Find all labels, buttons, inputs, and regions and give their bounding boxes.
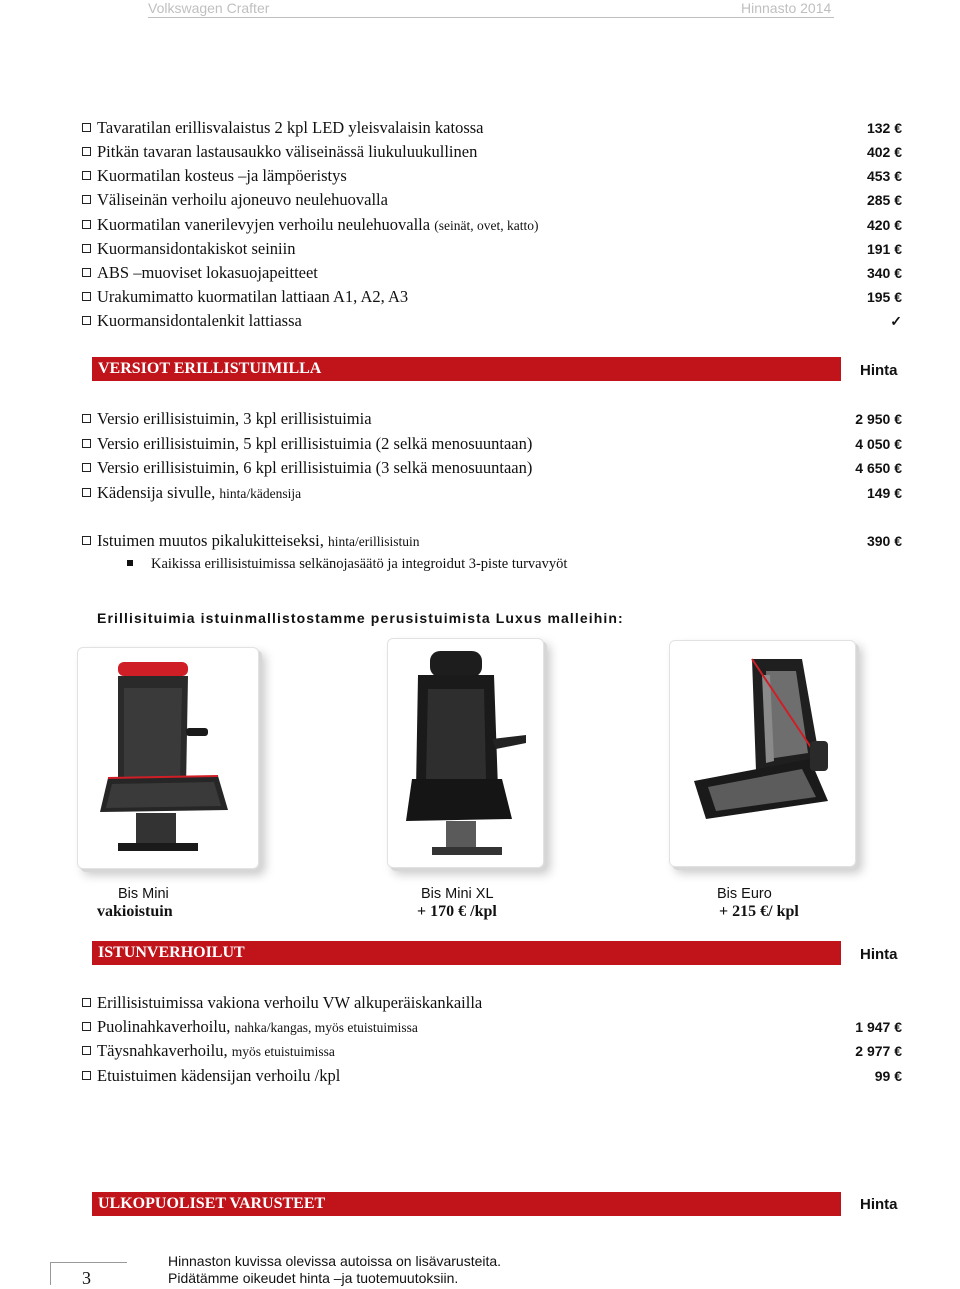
price: 132 € — [866, 120, 902, 136]
option-row: Urakumimatto kuormatilan lattiaan A1, A2, A3 195 € — [82, 286, 902, 308]
price: 285 € — [866, 192, 902, 208]
seat-price: + 170 € /kpl — [417, 903, 497, 920]
seat-name: Bis Mini XL — [421, 886, 494, 902]
option-row: Väliseinän verhoilu ajoneuvo neulehuovalla 285 € — [82, 189, 902, 211]
checkbox[interactable] — [82, 244, 91, 253]
price: 390 € — [866, 533, 902, 549]
bullet-note: Kaikissa erillisistuimissa selkänojasäätö ja integroidut 3-piste turvavyöt — [127, 555, 567, 573]
option-row: Kuormatilan kosteus –ja lämpöeristys 453 € — [82, 165, 902, 187]
seat-name: Bis Mini — [118, 886, 169, 902]
header-right: Hinnasto 2014 — [741, 0, 832, 16]
option-row: Kuormansidontakiskot seiniin 191 € — [82, 238, 902, 260]
price: 453 € — [866, 168, 902, 184]
seat-price: + 215 €/ kpl — [719, 903, 799, 920]
quick-lock-row: Istuimen muutos pikalukitteiseksi, hinta/erillisistuin 390 € — [82, 530, 902, 552]
upholstery-row: Puolinahkaverhoilu, nahka/kangas, myös etuistuimissa 1 947 € — [82, 1016, 902, 1038]
hinta-label: Hinta — [860, 1196, 898, 1213]
checkmark-icon: ✓ — [890, 313, 902, 329]
checkbox[interactable] — [82, 998, 91, 1007]
option-row: Kuormansidontalenkit lattiassa ✓ — [82, 310, 902, 332]
option-row: Tavaratilan erillisvalaistus 2 kpl LED yleisvalaisin katossa 132 € — [82, 117, 902, 139]
version-row: Versio erillisistuimin, 5 kpl erillisistuimia (2 selkä menosuuntaan) 4 050 € — [82, 433, 902, 455]
square-bullet-icon — [127, 560, 133, 566]
seat-image-bis-mini-xl — [387, 638, 544, 868]
price: 402 € — [866, 144, 902, 160]
seat-icon — [670, 641, 855, 866]
header-left: Volkswagen Crafter — [148, 0, 270, 16]
price: 340 € — [866, 265, 902, 281]
checkbox[interactable] — [82, 292, 91, 301]
seat-icon — [388, 639, 543, 867]
upholstery-row: Täysnahkaverhoilu, myös etuistuimissa 2 977 € — [82, 1040, 902, 1062]
checkbox[interactable] — [82, 171, 91, 180]
price: 99 € — [874, 1068, 902, 1084]
checkbox[interactable] — [82, 268, 91, 277]
checkbox[interactable] — [82, 316, 91, 325]
price: 2 950 € — [855, 411, 902, 427]
checkbox[interactable] — [82, 147, 91, 156]
seat-image-bis-mini — [77, 647, 259, 869]
price: 1 947 € — [855, 1019, 902, 1035]
price: 4 050 € — [855, 436, 902, 452]
seat-icon — [78, 648, 258, 868]
footer-note: Hinnaston kuvissa olevissa autoissa on lisävarusteita. — [168, 1253, 502, 1269]
checkbox[interactable] — [82, 1071, 91, 1080]
checkbox[interactable] — [82, 488, 91, 497]
seat-name: Bis Euro — [717, 886, 772, 902]
version-row: Kädensija sivulle, hinta/kädensija 149 € — [82, 482, 902, 504]
checkbox[interactable] — [82, 1046, 91, 1055]
price: 4 650 € — [855, 460, 902, 476]
price: 2 977 € — [855, 1043, 902, 1059]
checkbox[interactable] — [82, 123, 91, 132]
hinta-label: Hinta — [860, 946, 898, 963]
seats-heading: Erillisituimia istuinmallistostamme perusistuimista Luxus malleihin: — [97, 610, 624, 626]
section-title-verhoilut: ISTUNVERHOILUT — [92, 941, 841, 965]
checkbox[interactable] — [82, 220, 91, 229]
version-row: Versio erillisistuimin, 6 kpl erillisistuimia (3 selkä menosuuntaan) 4 650 € — [82, 457, 902, 479]
upholstery-row: Erillisistuimissa vakiona verhoilu VW alkuperäiskankailla — [82, 992, 902, 1014]
checkbox[interactable] — [82, 195, 91, 204]
option-row: Kuormatilan vanerilevyjen verhoilu neulehuovalla (seinät, ovet, katto) 420 € — [82, 214, 902, 236]
price: 195 € — [866, 289, 902, 305]
section-title-versiot: VERSIOT ERILLISTUIMILLA — [92, 357, 841, 381]
upholstery-row: Etuistuimen kädensijan verhoilu /kpl 99 € — [82, 1065, 902, 1087]
checkbox[interactable] — [82, 463, 91, 472]
seat-price: vakioistuin — [97, 903, 173, 920]
checkbox[interactable] — [82, 439, 91, 448]
page-number: 3 — [82, 1268, 91, 1288]
footer-note: Pidätämme oikeudet hinta –ja tuotemuutoksiin. — [168, 1270, 459, 1286]
price: 149 € — [866, 485, 902, 501]
version-row: Versio erillisistuimin, 3 kpl erillisistuimia 2 950 € — [82, 408, 902, 430]
option-row: Pitkän tavaran lastausaukko väliseinässä liukuluukullinen 402 € — [82, 141, 902, 163]
price: 420 € — [866, 217, 902, 233]
checkbox[interactable] — [82, 1022, 91, 1031]
option-row: ABS –muoviset lokasuojapeitteet 340 € — [82, 262, 902, 284]
hinta-label: Hinta — [860, 362, 898, 379]
checkbox[interactable] — [82, 414, 91, 423]
section-title-ulkopuoliset: ULKOPUOLISET VARUSTEET — [92, 1192, 841, 1216]
price: 191 € — [866, 241, 902, 257]
header-divider — [148, 17, 834, 18]
checkbox[interactable] — [82, 536, 91, 545]
seat-image-bis-euro — [669, 640, 856, 867]
